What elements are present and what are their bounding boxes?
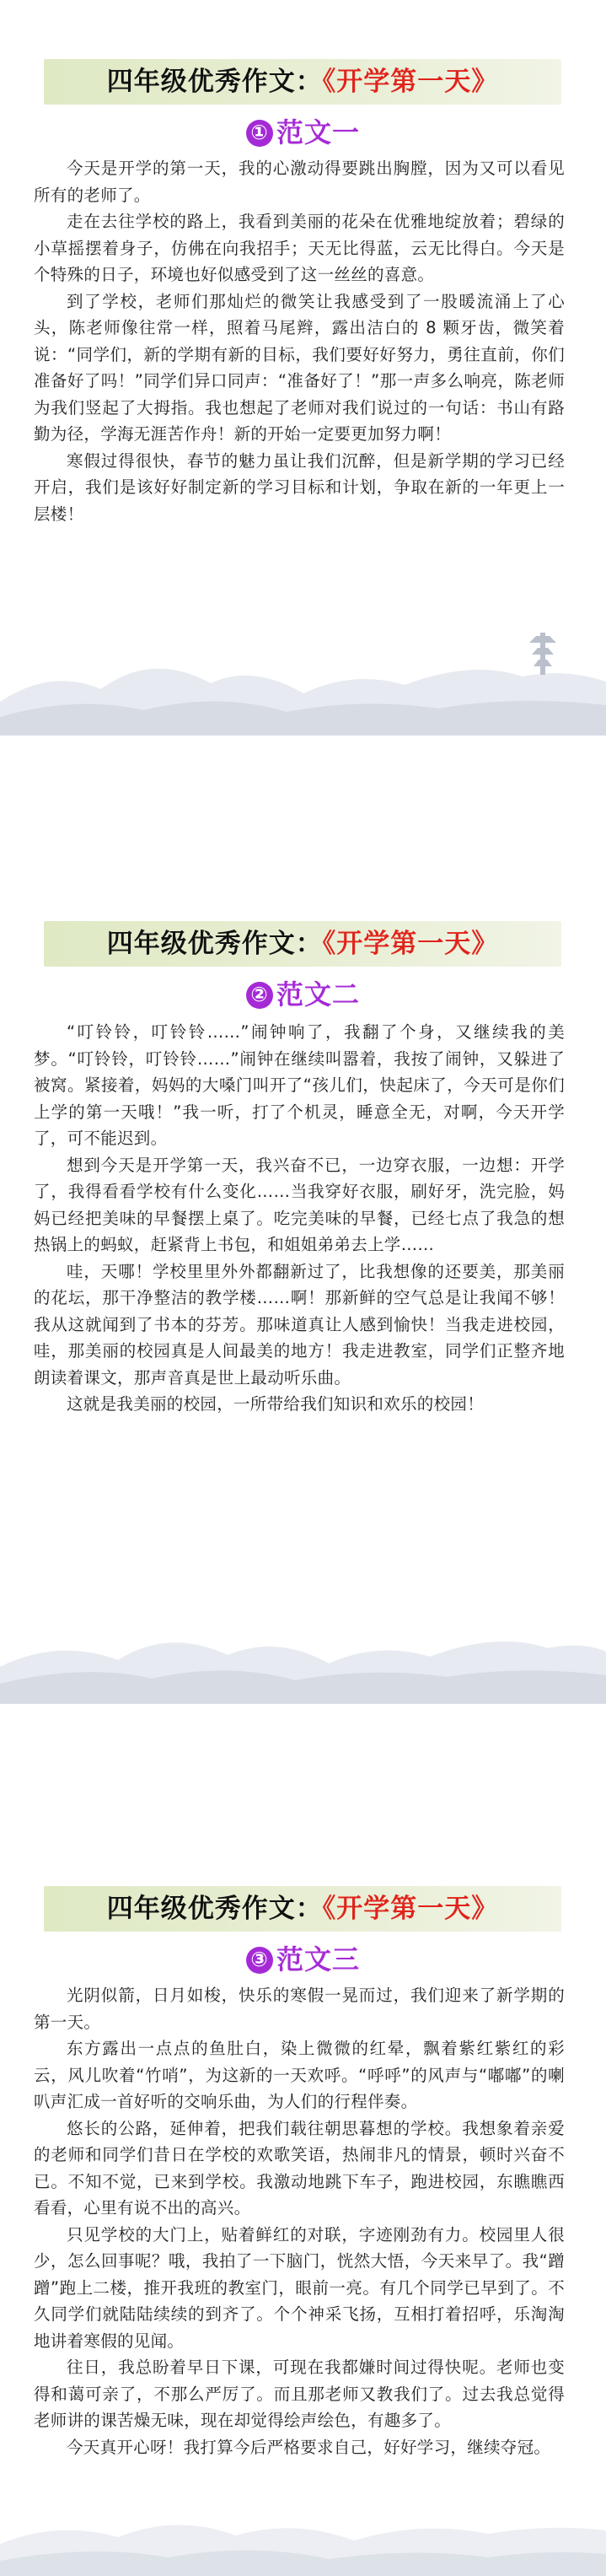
essay-paragraph: 只见学校的大门上，贴着鲜红的对联，字迹刚劲有力。校园里人很少，怎么回事呢？哦，我拍了一下脑门，恍然大悟，今天来早了。我“蹭蹭”跑上二楼，推开我班的教室门，眼前一亮。有几个同学已早到了。不久同学们就陆陆续续的到齐了。个个神采飞扬，互相打着招呼，乐淘淘地讲着寒假的见闻。	[34, 2224, 565, 2351]
essay-paragraph: 往日，我总盼着早日下课，可现在我都嫌时间过得快呢。老师也变得和蔼可亲了，不那么严厉了。而且那老师又教我们了。过去我总觉得老师讲的课苦燥无味，现在却觉得绘声绘色，有趣多了。	[34, 2358, 565, 2430]
essay-heading	[0, 1938, 606, 1977]
essay-paragraph: 今天真开心呀！我打算今后严格要求自己，好好学习，继续夺冠。	[67, 2437, 551, 2457]
banner-title	[44, 59, 561, 105]
essay-number-badge: ②	[246, 982, 273, 1009]
essay-panel-1	[0, 0, 606, 736]
essay-paragraph: 悠长的公路，延伸着，把我们载往朝思暮想的学校。我想象着亲爱的老师和同学们昔日在学校的欢歌笑语，热闹非凡的情景，顿时兴奋不已。不知不觉，已来到学校。我激动地跳下车子，跑进校园，东瞧瞧西看看，心里有说不出的高兴。	[34, 2118, 565, 2218]
essay-paragraph: 今天是开学的第一天，我的心激动得要跳出胸膛，因为又可以看见所有的老师了。	[34, 159, 565, 205]
ink-landscape-decoration	[0, 1586, 606, 1704]
title-prefix: 四年级优秀作文：	[106, 67, 323, 97]
essay-paragraph: 走在去往学校的路上，我看到美丽的花朵在优雅地绽放着；碧绿的小草摇摆着身子，仿佛在向我招手；天无比得蓝，云无比得白。今天是个特殊的日子，环境也好似感受到了这一丝丝的喜意。	[34, 212, 565, 284]
essay-heading	[0, 973, 606, 1012]
essay-paragraph: 到了学校，老师们那灿烂的微笑让我感受到了一股暖流涌上了心头，陈老师像往常一样，照着马尾辫，露出洁白的 8 颗牙齿，微笑着说：“同学们，新的学期有新的目标，我们要好好努力，勇往直前，你们准备好了吗！”同学们异口同声：“准备好了！”那一声多么响亮，陈老师为我们竖起了大拇指。我也想起了老师对我们说过的一句话：书山有路勤为径，学海无涯苦作舟！新的开始一定要更加努力啊！	[34, 291, 565, 444]
essay-paragraph: 哇，天哪！学校里里外外都翻新过了，比我想像的还要美，那美丽的花坛，那干净整洁的教学楼……啊！那新鲜的空气总是让我闻不够！我从这就闻到了书本的芬芳。那味道真让人感到愉快！当我走进校园，哇，那美丽的校园真是人间最美的地方！我走进教室，同学们正整齐地朗读着课文，那声音真是世上最动听乐曲。	[34, 1261, 565, 1388]
title-banner	[44, 921, 561, 967]
essay-paragraph: 东方露出一点点的鱼肚白，染上微微的红晕，飘着紫红紫红的彩云，风儿吹着“竹哨”，为这新的一天欢呼。“呼呼”的风声与“嘟嘟”的喇叭声汇成一首好听的交响乐曲，为人们的行程伴奏。	[34, 2039, 565, 2111]
essay-body	[34, 155, 565, 527]
essay-number-badge: ①	[246, 120, 273, 147]
essay-title: 《开学第一天》	[322, 929, 499, 959]
essay-paragraph: 想到今天是开学第一天，我兴奋不已，一边穿衣服，一边想：开学了，我得看看学校有什么变化……当我穿好衣服，刷好牙，洗完脸，妈妈已经把美味的早餐摆上桌了。吃完美味的早餐，已经七点了我急的想热锅上的蚂蚁，赶紧背上书包，和姐姐弟弟去上学……	[34, 1155, 565, 1254]
title-prefix: 四年级优秀作文：	[106, 929, 323, 959]
essay-heading-label: 范文三	[276, 1943, 360, 1975]
essay-title: 《开学第一天》	[322, 1894, 499, 1924]
title-banner	[44, 59, 561, 105]
ink-landscape-decoration	[0, 617, 606, 736]
essay-heading-label: 范文一	[276, 116, 360, 148]
banner-title	[44, 1886, 561, 1932]
essay-body	[34, 1019, 565, 1418]
essay-paragraph: 这就是我美丽的校园，一所带给我们知识和欢乐的校园！	[67, 1394, 485, 1414]
title-banner	[44, 1886, 561, 1932]
essay-paragraph: 光阴似箭，日月如梭，快乐的寒假一晃而过，我们迎来了新学期的第一天。	[34, 1986, 565, 2032]
essay-paragraph: “叮铃铃，叮铃铃……”闹钟响了，我翻了个身，又继续我的美梦。“叮铃铃，叮铃铃……”闹钟在继续叫嚣着，我按了闹钟，又躲进了被窝。紧接着，妈妈的大嗓门叫开了“孩儿们，快起床了，今天可是你们上学的第一天哦！”我一听，打了个机灵，睡意全无，对啊，今天开学了，可不能迟到。	[34, 1022, 565, 1148]
essay-heading	[0, 111, 606, 150]
essay-body	[34, 1982, 565, 2460]
essay-number-badge: ③	[246, 1947, 273, 1974]
essay-paragraph: 寒假过得很快，春节的魅力虽让我们沉醉，但是新学期的学习已经开启，我们是该好好制定新的学习目标和计划，争取在新的一年更上一层楼！	[34, 450, 565, 524]
essay-panel-3	[0, 1886, 606, 2576]
essay-heading-label: 范文二	[276, 978, 360, 1010]
banner-title	[44, 921, 561, 967]
essay-title: 《开学第一天》	[322, 67, 499, 97]
ink-landscape-decoration	[0, 2476, 606, 2576]
essay-panel-2	[0, 919, 606, 1704]
title-prefix: 四年级优秀作文：	[106, 1894, 323, 1924]
